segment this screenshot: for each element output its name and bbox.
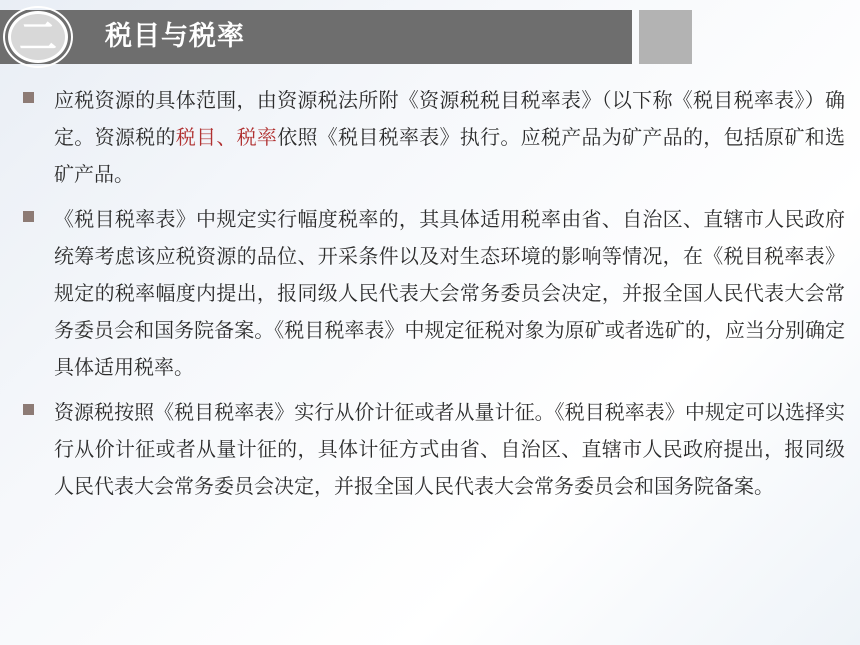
square-bullet-icon: [23, 404, 34, 415]
paragraph-text: 依照《税目税率表》执行。应税产品为矿产品的，包括原矿和选矿产品。: [54, 125, 846, 186]
header-bar: [0, 10, 632, 64]
square-bullet-icon: [23, 211, 34, 222]
bullet-item: [23, 82, 845, 193]
paragraph-text: 应税资源的具体范围，由资源税法所附《资源税税目税率表》（以下称《税目税率表》）确定。资源税的: [54, 88, 845, 149]
content-area: [23, 82, 845, 513]
square-bullet-icon: [23, 92, 34, 103]
section-number-badge: 二: [8, 11, 68, 63]
page-title: 税目与税率: [105, 21, 245, 52]
header-side-block: [639, 10, 692, 64]
highlighted-text: 税目、税率: [175, 125, 278, 149]
bullet-paragraph: [54, 82, 845, 193]
bullet-item: [23, 201, 845, 386]
bullet-paragraph: 资源税按照《税目税率表》实行从价计征或者从量计征。《税目税率表》中规定可以选择实行从价计征或者从量计征的，具体计征方式由省、自治区、直辖市人民政府提出，报同级人民代表大会常务委员会决定，并报全国人民代表大会常务委员会和国务院备案。: [54, 400, 845, 498]
bullet-item: [23, 394, 845, 505]
bullet-paragraph: 《税目税率表》中规定实行幅度税率的，其具体适用税率由省、自治区、直辖市人民政府统筹考虑该应税资源的品位、开采条件以及对生态环境的影响等情况，在《税目税率表》规定的税率幅度内提出，报同级人民代表大会常务委员会决定，并报全国人民代表大会常务委员会和国务院备案。《税目税率表》中规定征税对象为原矿或者选矿的，应当分别确定具体适用税率。: [54, 207, 845, 379]
